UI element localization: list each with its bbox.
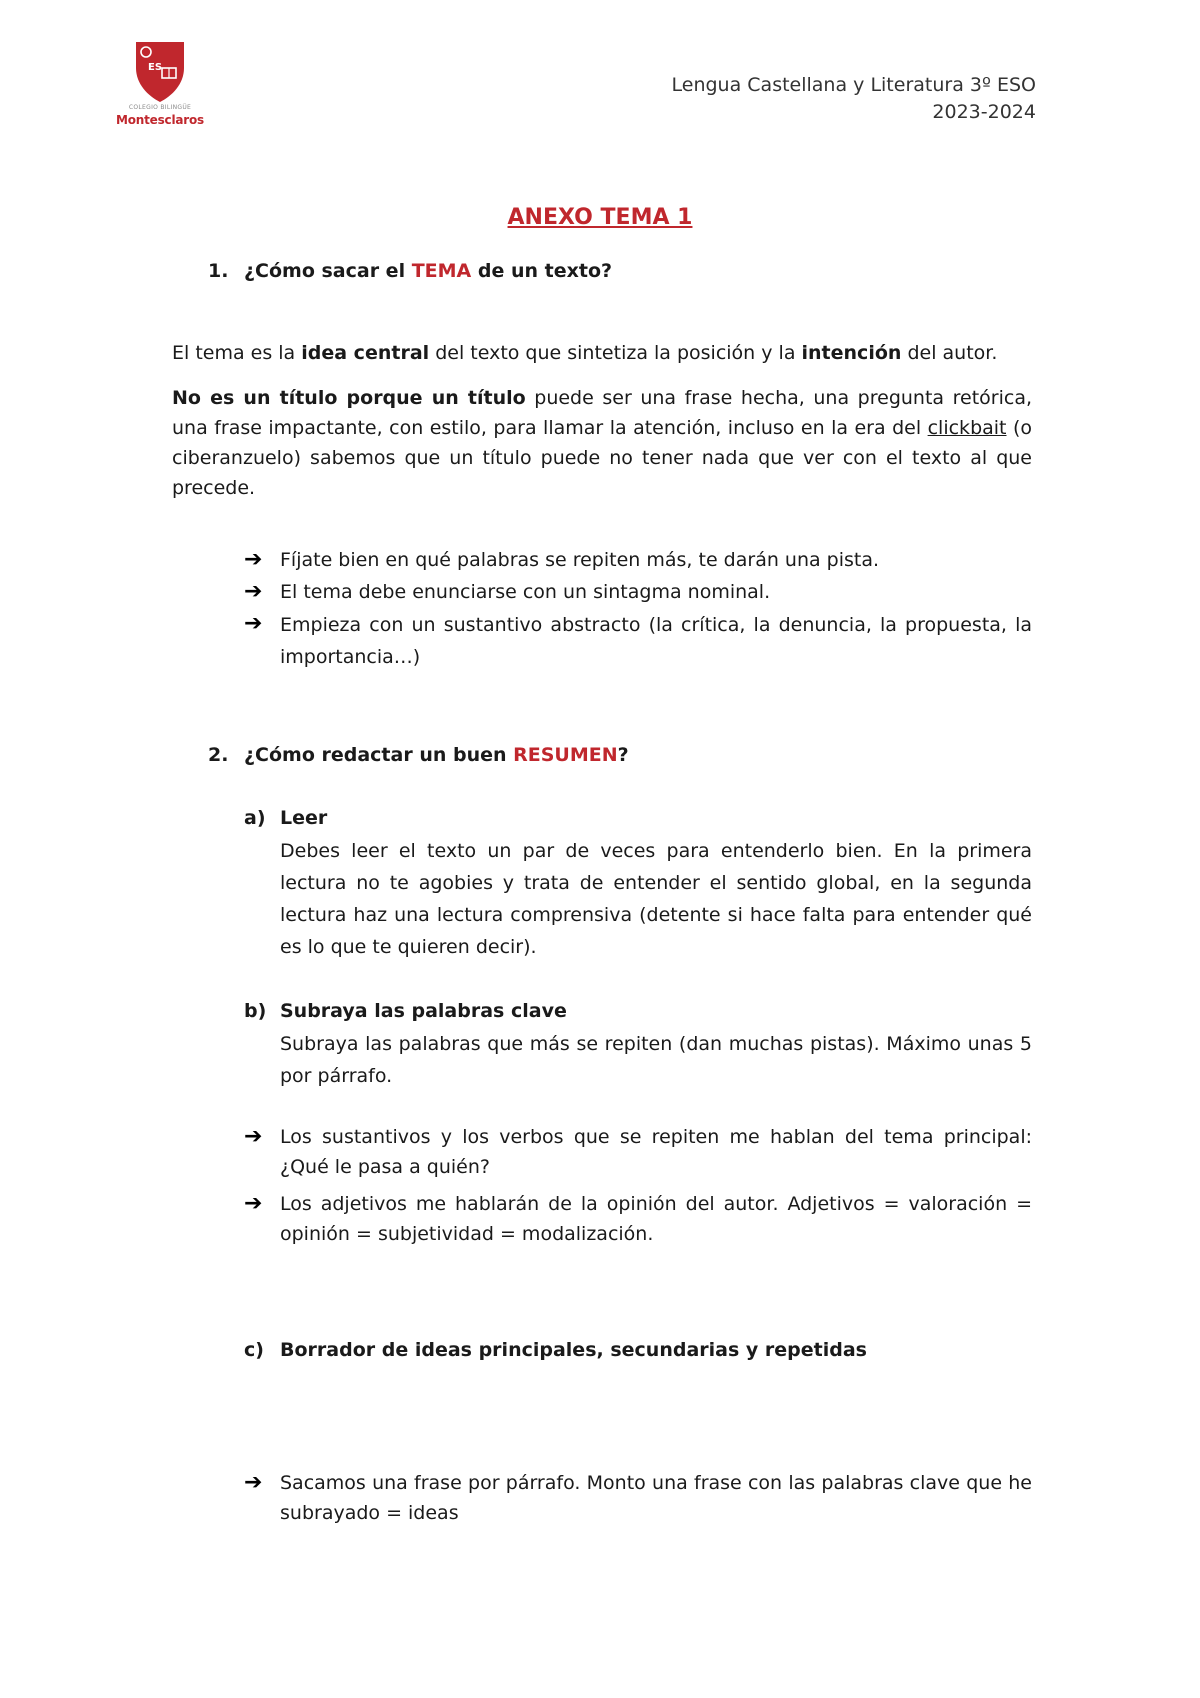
arrow-right-icon: ➔ [244,1191,263,1216]
page-title: ANEXO TEMA 1 [507,205,693,230]
bullet-item: Los sustantivos y los verbos que se repiten me hablan del tema principal: ¿Qué le pasa a quién? [280,1126,1032,1178]
page-header [672,72,1036,126]
clickbait-term: clickbait [927,417,1007,439]
logo-name: Montesclaros [116,113,204,127]
step-b-letter: b) [244,1000,267,1022]
section-2-keyword: RESUMEN [513,744,618,766]
arrow-right-icon: ➔ [244,1470,263,1495]
school-year: 2023-2024 [932,101,1036,123]
section-1-heading: ¿Cómo sacar el TEMA de un texto? [244,260,613,282]
section-2-number: 2. [208,744,229,766]
logo-emblem-text: ES [148,62,163,73]
arrow-right-icon: ➔ [244,1124,263,1149]
paragraph-definition: El tema es la idea central del texto que sintetiza la posición y la intención del autor. [172,342,998,364]
logo-caption: COLEGIO BILINGÜE [128,104,192,111]
course-name: Lengua Castellana y Literatura 3º ESO [671,74,1036,96]
section-1-keyword: TEMA [411,260,472,282]
section-1-number: 1. [208,260,229,282]
arrow-right-icon: ➔ [244,579,263,604]
bullet-item: Sacamos una frase por párrafo. Monto una frase con las palabras clave que he subrayado = ideas [280,1472,1032,1524]
arrow-right-icon: ➔ [244,611,263,636]
step-c-letter: c) [244,1339,264,1361]
step-a-letter: a) [244,807,266,829]
bullet-item: Fíjate bien en qué palabras se repiten más, te darán una pista. [280,549,880,571]
paragraph-title-vs-theme: No es un título porque un título puede ser una frase hecha, una pregunta retórica, una frase impactante, con estilo, para llamar la atención, incluso en la era del clickbait (o ciberanzuelo) sabemos que un título puede no tener nada que ver con el texto al que precede. [172,387,1033,499]
arrow-right-icon: ➔ [244,547,263,572]
step-b-text: Subraya las palabras que más se repiten (dan muchas pistas). Máximo unas 5 por párrafo. [280,1033,1032,1087]
step-a-text: Debes leer el texto un par de veces para entenderlo bien. En la primera lectura no te agobies y trata de entender el sentido global, en la segunda lectura haz una lectura comprensiva (detente si hace falta para entender qué es lo que te quieren decir). [280,840,1032,958]
step-c-title: Borrador de ideas principales, secundarias y repetidas [280,1339,867,1361]
bullet-item: Los adjetivos me hablarán de la opinión del autor. Adjetivos = valoración = opinión = subjetividad = modalización. [280,1193,1032,1245]
step-a-title: Leer [280,807,328,829]
step-b-title: Subraya las palabras clave [280,1000,567,1022]
bullet-item: Empieza con un sustantivo abstracto (la crítica, la denuncia, la propuesta, la importancia…) [280,614,1032,668]
bullet-item: El tema debe enunciarse con un sintagma nominal. [280,581,771,603]
section-2-heading: ¿Cómo redactar un buen RESUMEN? [244,744,629,766]
